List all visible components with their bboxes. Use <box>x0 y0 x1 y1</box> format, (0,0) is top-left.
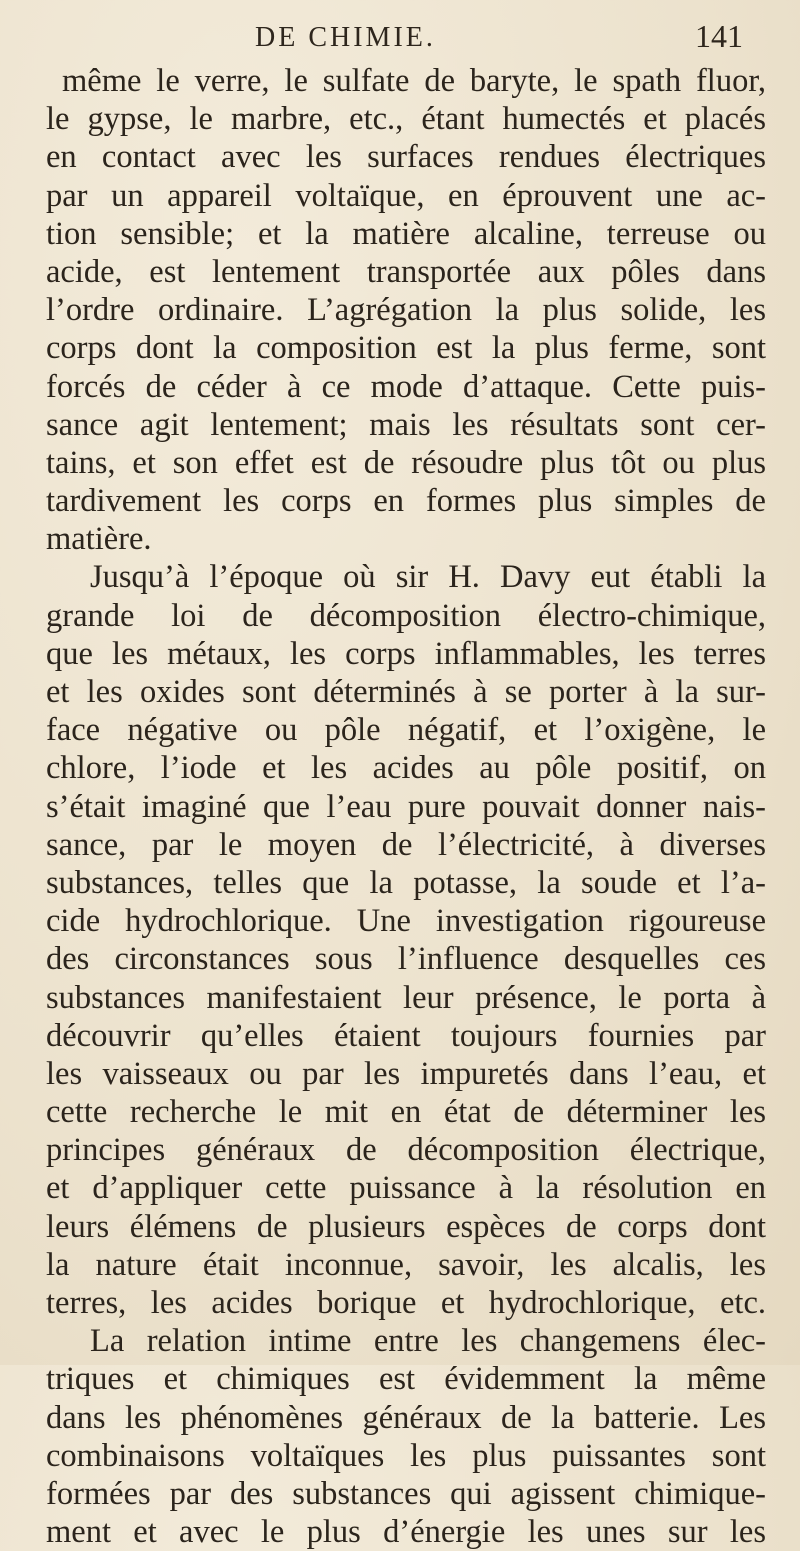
text-line: et les oxides sont déterminés à se porter à la sur- <box>46 674 766 710</box>
text-line: sance, par le moyen de l’électricité, à diverses <box>46 826 766 863</box>
text-line: dans les phénomènes généraux de la batterie. Les <box>46 1399 766 1436</box>
text-line: combinaisons voltaïques les plus puissantes sont <box>46 1437 766 1474</box>
text-line: chlore, l’iode et les acides au pôle positif, on <box>46 750 766 787</box>
text-line: que les métaux, les corps inflammables, les terres <box>46 635 766 672</box>
text-line: le gypse, le marbre, etc., étant humectés et placés <box>46 101 766 138</box>
text-line: substances manifestaient leur présence, le porta à <box>46 979 766 1016</box>
page-header <box>0 16 800 56</box>
text-line: les vaisseaux ou par les impuretés dans l’eau, et <box>46 1055 766 1092</box>
text-line: triques et chimiques est évidemment la même <box>46 1361 766 1398</box>
text-line: sance agit lentement; mais les résultats sont cer- <box>46 406 766 443</box>
text-line: découvrir qu’elles étaient toujours fournies par <box>46 1017 766 1054</box>
text-line: tardivement les corps en formes plus simples de <box>46 483 766 520</box>
text-line: Jusqu’à l’époque où sir H. Davy eut établi la <box>90 559 766 596</box>
text-line: acide, est lentement transportée aux pôles dans <box>46 253 766 290</box>
text-line: forcés de céder à ce mode d’attaque. Cette puis- <box>46 368 766 405</box>
text-line: cette recherche le mit en état de déterminer les <box>46 1094 766 1131</box>
text-line: même le verre, le sulfate de baryte, le spath fluor, <box>62 63 766 99</box>
text-line: principes généraux de décomposition électrique, <box>46 1132 766 1169</box>
text-line: la nature était inconnue, savoir, les alcalis, les <box>46 1246 766 1283</box>
text-line: et d’appliquer cette puissance à la résolution en <box>46 1170 766 1207</box>
page-number: 141 <box>695 18 743 54</box>
text-line: corps dont la composition est la plus ferme, sont <box>46 330 766 367</box>
text-line: tains, et son effet est de résoudre plus tôt ou plus <box>46 444 766 481</box>
text-line: terres, les acides borique et hydrochlorique, etc. <box>46 1285 766 1321</box>
text-line: leurs élémens de plusieurs espèces de corps dont <box>46 1208 766 1245</box>
text-line: formées par des substances qui agissent chimique- <box>46 1475 766 1512</box>
running-title: DE CHIMIE. <box>255 22 436 53</box>
text-line: par un appareil voltaïque, en éprouvent une ac- <box>46 177 766 214</box>
text-line: tion sensible; et la matière alcaline, terreuse ou <box>46 215 766 252</box>
text-line: La relation intime entre les changemens élec- <box>90 1323 766 1360</box>
text-line: s’était imaginé que l’eau pure pouvait donner nais- <box>46 788 766 825</box>
text-line: en contact avec les surfaces rendues électriques <box>46 139 766 176</box>
text-line: grande loi de décomposition électro-chimique, <box>46 597 766 634</box>
text-line: l’ordre ordinaire. L’agrégation la plus solide, les <box>46 292 766 329</box>
text-line: face négative ou pôle négatif, et l’oxigène, le <box>46 712 766 749</box>
text-line: substances, telles que la potasse, la soude et l’a- <box>46 864 766 901</box>
text-line: cide hydrochlorique. Une investigation rigoureuse <box>46 903 766 940</box>
body-text <box>46 62 766 1551</box>
text-line: ment et avec le plus d’énergie les unes sur les <box>46 1514 766 1551</box>
text-line: matière. <box>46 521 152 558</box>
text-line: des circonstances sous l’influence desquelles ces <box>46 941 766 978</box>
